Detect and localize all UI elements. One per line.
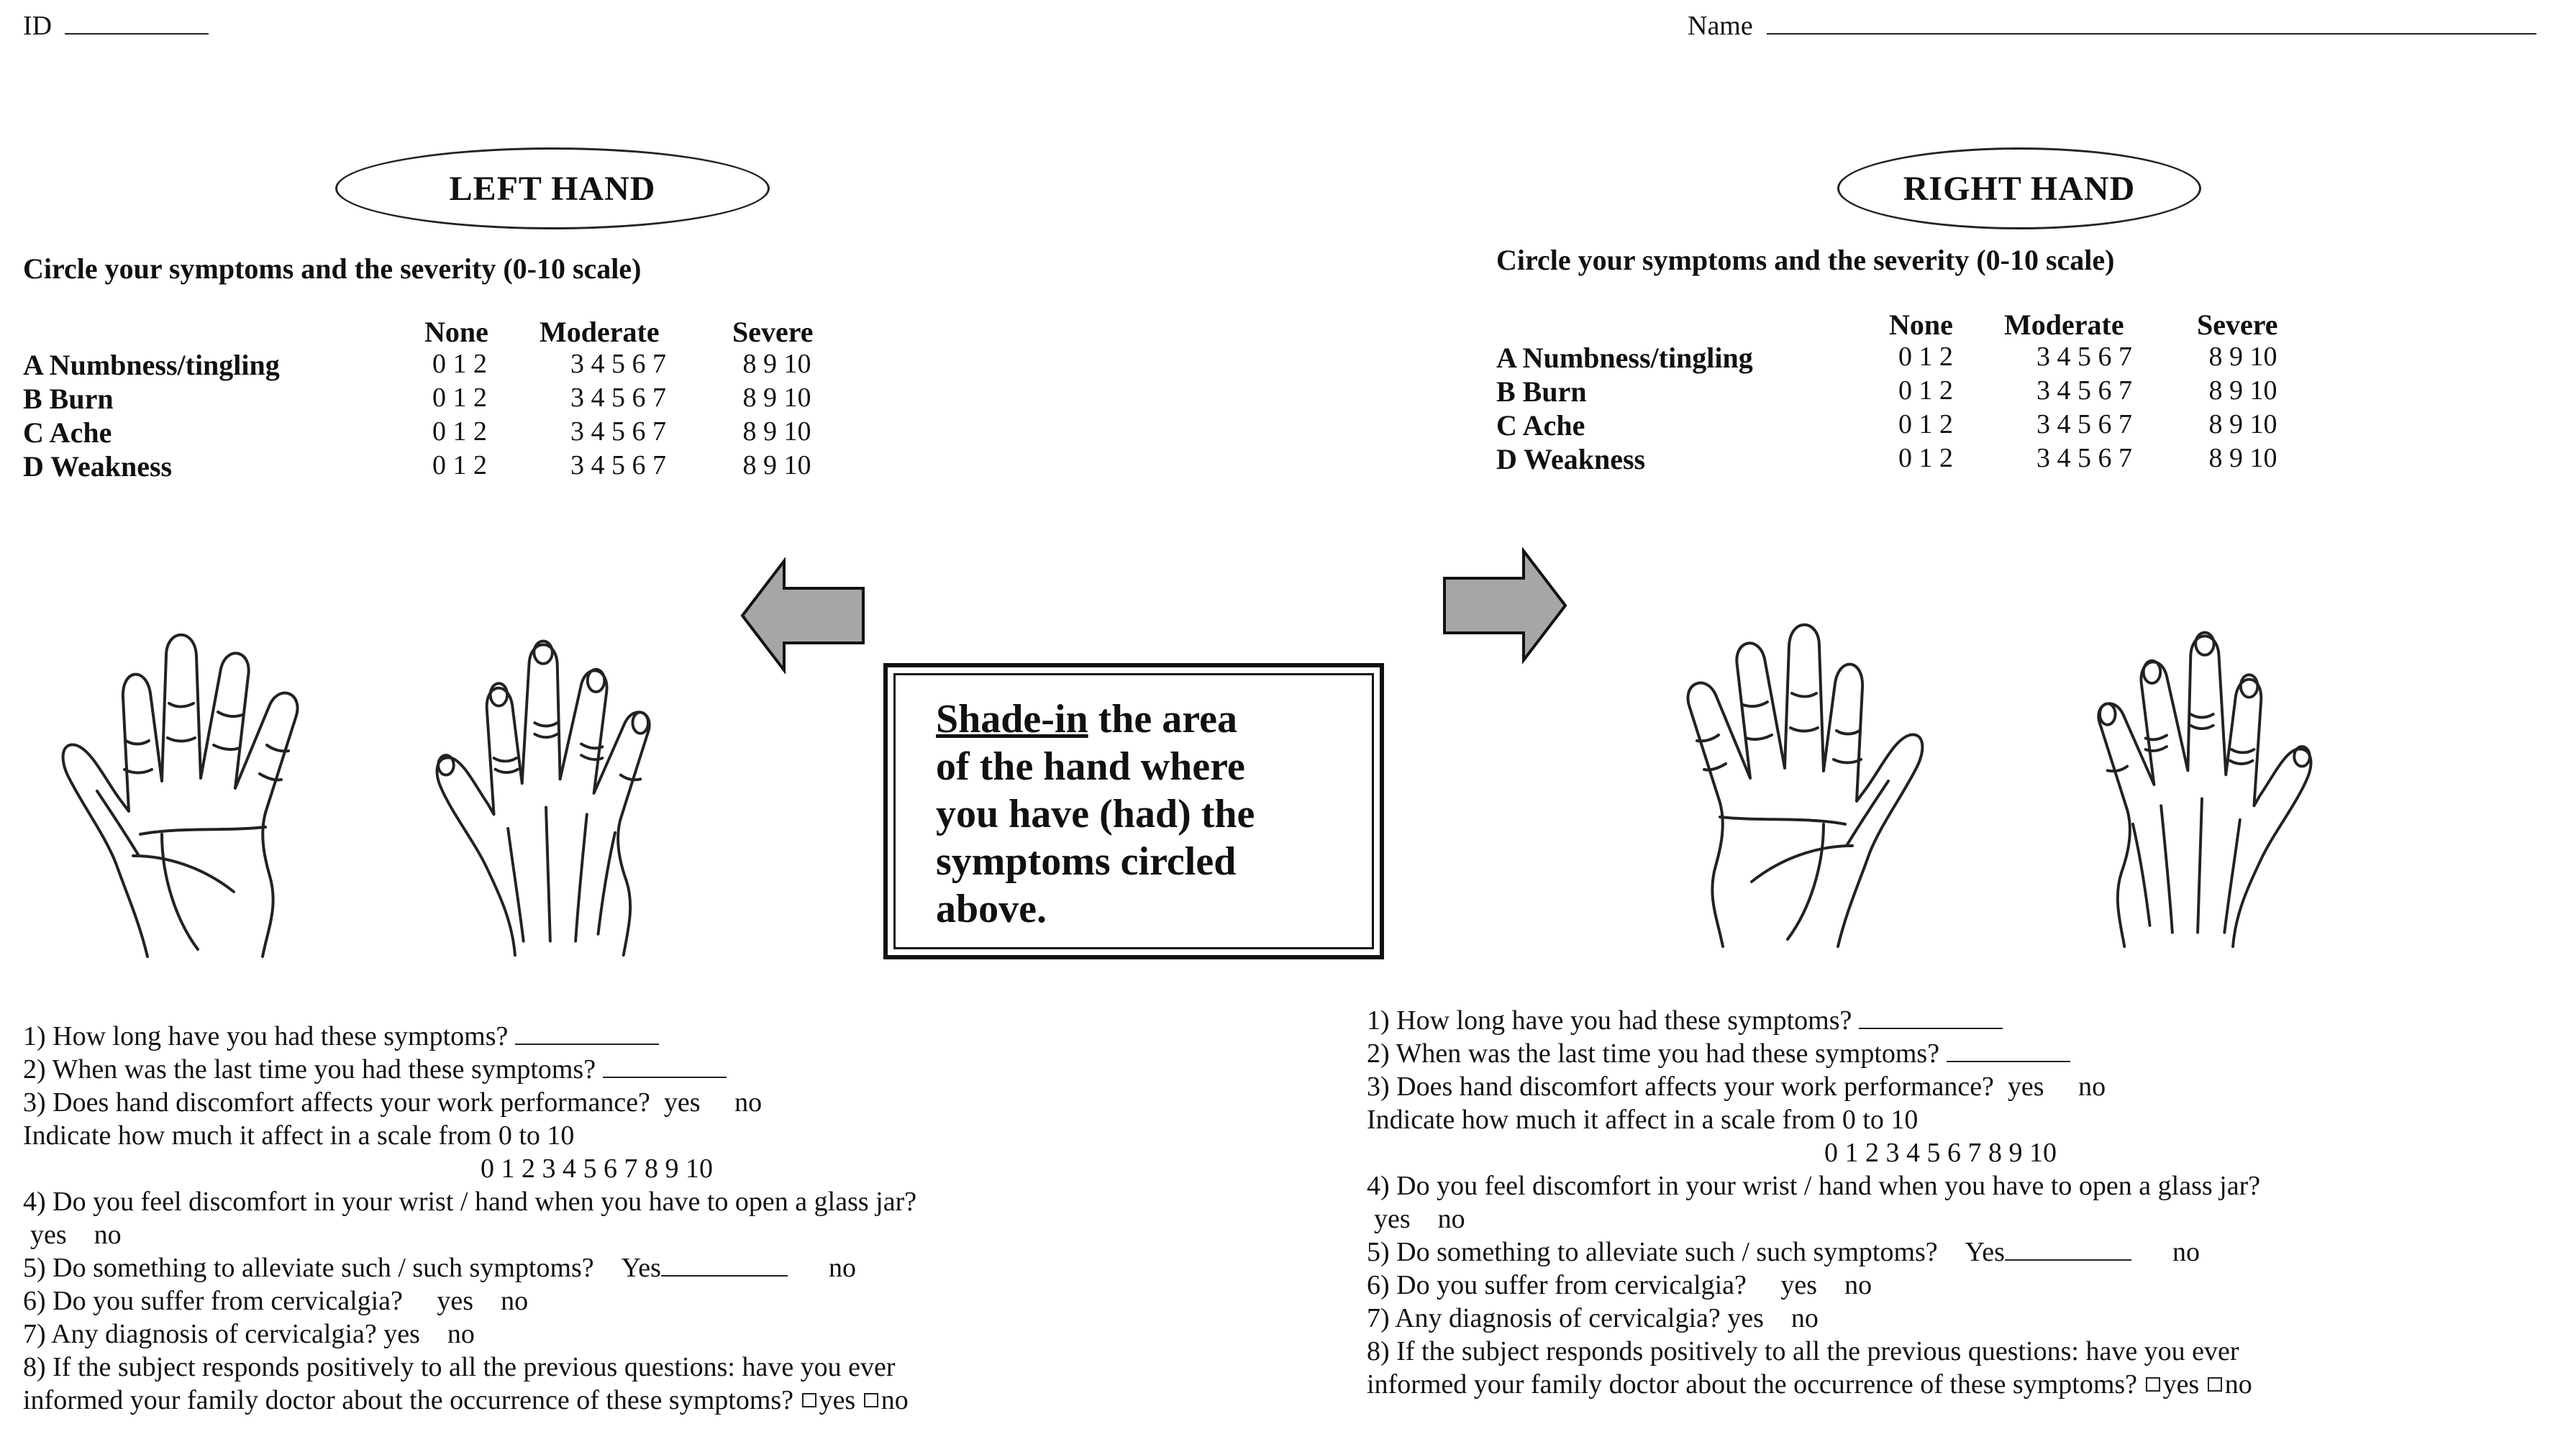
answer-options[interactable]: yes no bbox=[1727, 1303, 1819, 1333]
scale-severe[interactable]: 8 9 10 bbox=[742, 349, 811, 379]
severity-header-none: None bbox=[424, 316, 488, 348]
question-8b: informed your family doctor about the occurrence of these symptoms? yes no bbox=[23, 1385, 909, 1415]
scale-severe[interactable]: 8 9 10 bbox=[2208, 375, 2277, 406]
symptom-label: C Ache bbox=[1496, 409, 1585, 442]
scale-moderate[interactable]: 3 4 5 6 7 bbox=[570, 349, 666, 379]
question-4: 4) Do you feel discomfort in your wrist / hand when you have to open a glass jar? bbox=[23, 1187, 917, 1217]
answer-blank[interactable] bbox=[603, 1077, 727, 1078]
scale-severe[interactable]: 8 9 10 bbox=[742, 450, 811, 480]
answer-yes[interactable]: Yes bbox=[1965, 1237, 2005, 1267]
scale-none[interactable]: 0 1 2 bbox=[1898, 443, 1953, 473]
answer-options[interactable]: yes no bbox=[383, 1319, 475, 1349]
question-6: 6) Do you suffer from cervicalgia? yes no bbox=[1367, 1270, 1872, 1300]
shade-in-line1-rest: the area bbox=[1088, 697, 1237, 741]
checkbox-no[interactable] bbox=[864, 1393, 878, 1407]
right-instruction: Circle your symptoms and the severity (0-10 scale) bbox=[1496, 244, 2115, 276]
right-severity-table bbox=[1496, 308, 2359, 480]
answer-no[interactable]: no bbox=[2078, 1072, 2106, 1102]
severity-scale[interactable] bbox=[406, 382, 831, 414]
question-8a: 8) If the subject responds positively to all the previous questions: have you ever bbox=[1367, 1336, 2239, 1366]
id-label: ID bbox=[23, 11, 53, 41]
left-questions bbox=[23, 1020, 916, 1417]
answer-yes[interactable]: Yes bbox=[621, 1253, 661, 1283]
right-hand-title bbox=[1837, 147, 2201, 229]
question-3: 3) Does hand discomfort affects your work performance? yes no bbox=[23, 1087, 763, 1118]
question-4: 4) Do you feel discomfort in your wrist / hand when you have to open a glass jar? bbox=[1367, 1171, 2261, 1201]
palm-hand-icon[interactable] bbox=[1655, 608, 1957, 954]
severity-scale[interactable] bbox=[1872, 375, 2297, 406]
question-6: 6) Do you suffer from cervicalgia? yes no bbox=[23, 1286, 529, 1316]
scale-moderate[interactable]: 3 4 5 6 7 bbox=[2036, 409, 2132, 439]
name-blank[interactable] bbox=[1767, 33, 2536, 35]
severity-scale[interactable] bbox=[1872, 442, 2297, 474]
back-hand-icon[interactable] bbox=[2057, 616, 2345, 954]
left-hand-title bbox=[335, 147, 770, 229]
shade-in-line5: above. bbox=[936, 887, 1047, 931]
scale-none[interactable]: 0 1 2 bbox=[432, 383, 487, 413]
scale-none[interactable]: 0 1 2 bbox=[1898, 342, 1953, 372]
right-hand-title-text: RIGHT HAND bbox=[1903, 169, 2136, 208]
answer-no[interactable]: no bbox=[2172, 1237, 2200, 1267]
scale-severe[interactable]: 8 9 10 bbox=[2208, 342, 2277, 372]
left-hand-title-text: LEFT HAND bbox=[449, 169, 656, 208]
scale-severe[interactable]: 8 9 10 bbox=[742, 383, 811, 413]
scale-moderate[interactable]: 3 4 5 6 7 bbox=[570, 416, 666, 447]
answer-yes[interactable]: yes bbox=[2007, 1072, 2044, 1102]
shade-in-line3: you have (had) the bbox=[936, 792, 1255, 836]
question-1: 1) How long have you had these symptoms? bbox=[1367, 1004, 2260, 1037]
question-7: 7) Any diagnosis of cervicalgia? yes no bbox=[23, 1319, 475, 1349]
right-questions bbox=[1367, 1004, 2260, 1401]
answer-blank[interactable] bbox=[2005, 1259, 2131, 1261]
checkbox-yes[interactable] bbox=[2146, 1377, 2160, 1392]
scale-none[interactable]: 0 1 2 bbox=[1898, 375, 1953, 406]
question-8a: 8) If the subject responds positively to all the previous questions: have you ever bbox=[23, 1352, 896, 1382]
question-5: 5) Do something to alleviate such / such symptoms? Yes no bbox=[1367, 1237, 2200, 1267]
scale-moderate[interactable]: 3 4 5 6 7 bbox=[2036, 342, 2132, 372]
scale-none[interactable]: 0 1 2 bbox=[432, 416, 487, 447]
scale-moderate[interactable]: 3 4 5 6 7 bbox=[2036, 375, 2132, 406]
question-3b: Indicate how much it affect in a scale from 0 to 10 bbox=[23, 1120, 575, 1151]
back-hand-icon[interactable] bbox=[403, 624, 691, 962]
severity-header-severe: Severe bbox=[2197, 309, 2278, 341]
question-2: 2) When was the last time you had these symptoms? bbox=[1367, 1037, 2260, 1070]
arrow-right-icon bbox=[1442, 548, 1571, 663]
question-4-answers[interactable]: yes no bbox=[1374, 1204, 1465, 1234]
severity-header-none: None bbox=[1889, 309, 1953, 341]
name-label: Name bbox=[1688, 11, 1753, 41]
shade-in-line2: of the hand where bbox=[936, 744, 1245, 789]
question-3-scale[interactable]: 0 1 2 3 4 5 6 7 8 9 10 bbox=[1824, 1138, 2057, 1168]
left-severity-table bbox=[23, 315, 872, 488]
severity-scale[interactable] bbox=[406, 348, 831, 380]
question-7: 7) Any diagnosis of cervicalgia? yes no bbox=[1367, 1303, 1819, 1333]
answer-options[interactable]: yes no bbox=[1780, 1270, 1872, 1300]
symptom-label: A Numbness/tingling bbox=[1496, 342, 1753, 374]
answer-options[interactable]: yes no bbox=[437, 1286, 529, 1316]
symptom-label: A Numbness/tingling bbox=[23, 349, 280, 381]
shade-in-underlined: Shade-in bbox=[936, 697, 1088, 741]
scale-none[interactable]: 0 1 2 bbox=[1898, 409, 1953, 439]
symptom-label: C Ache bbox=[23, 416, 112, 449]
name-field[interactable] bbox=[1688, 10, 2536, 42]
symptom-label: B Burn bbox=[1496, 375, 1587, 408]
question-3-scale[interactable]: 0 1 2 3 4 5 6 7 8 9 10 bbox=[481, 1154, 713, 1184]
id-blank[interactable] bbox=[65, 33, 209, 35]
symptom-label: D Weakness bbox=[1496, 443, 1646, 475]
question-1: 1) How long have you had these symptoms? bbox=[23, 1020, 916, 1053]
answer-blank[interactable] bbox=[661, 1275, 788, 1277]
question-4-answers[interactable]: yes no bbox=[30, 1220, 122, 1250]
question-3: 3) Does hand discomfort affects your work performance? yes no bbox=[1367, 1072, 2106, 1102]
scale-none[interactable]: 0 1 2 bbox=[432, 349, 487, 379]
left-instruction: Circle your symptoms and the severity (0-10 scale) bbox=[23, 252, 642, 285]
answer-yes[interactable]: yes bbox=[663, 1087, 701, 1118]
scale-moderate[interactable]: 3 4 5 6 7 bbox=[570, 383, 666, 413]
shade-in-line4: symptoms circled bbox=[936, 839, 1237, 884]
question-8b: informed your family doctor about the occurrence of these symptoms? yes no bbox=[1367, 1369, 2252, 1400]
question-2: 2) When was the last time you had these symptoms? bbox=[23, 1053, 916, 1086]
arrow-left-icon bbox=[739, 558, 869, 673]
checkbox-yes[interactable] bbox=[802, 1393, 816, 1407]
shade-in-instruction-box bbox=[883, 663, 1384, 959]
answer-blank[interactable] bbox=[1947, 1061, 2070, 1062]
scale-severe[interactable]: 8 9 10 bbox=[2208, 409, 2277, 439]
answer-no[interactable]: no bbox=[734, 1087, 763, 1118]
severity-header-moderate: Moderate bbox=[540, 316, 660, 348]
question-3b: Indicate how much it affect in a scale from 0 to 10 bbox=[1367, 1105, 1919, 1135]
answer-blank[interactable] bbox=[515, 1044, 659, 1045]
scale-severe[interactable]: 8 9 10 bbox=[2208, 443, 2277, 473]
id-field[interactable] bbox=[23, 10, 209, 42]
palm-hand-icon[interactable] bbox=[29, 618, 331, 964]
symptom-label: B Burn bbox=[23, 383, 114, 415]
severity-scale[interactable] bbox=[406, 416, 831, 447]
symptom-label: D Weakness bbox=[23, 450, 173, 483]
scale-moderate[interactable]: 3 4 5 6 7 bbox=[2036, 443, 2132, 473]
severity-scale[interactable] bbox=[406, 449, 831, 481]
severity-scale[interactable] bbox=[1872, 408, 2297, 440]
scale-none[interactable]: 0 1 2 bbox=[432, 450, 487, 480]
answer-blank[interactable] bbox=[1859, 1028, 2003, 1029]
scale-moderate[interactable]: 3 4 5 6 7 bbox=[570, 450, 666, 480]
checkbox-no[interactable] bbox=[2208, 1377, 2222, 1392]
severity-header-severe: Severe bbox=[732, 316, 814, 348]
severity-header-moderate: Moderate bbox=[2004, 309, 2124, 341]
severity-scale[interactable] bbox=[1872, 341, 2297, 373]
scale-severe[interactable]: 8 9 10 bbox=[742, 416, 811, 447]
question-5: 5) Do something to alleviate such / such symptoms? Yes no bbox=[23, 1253, 856, 1283]
answer-no[interactable]: no bbox=[828, 1253, 856, 1283]
